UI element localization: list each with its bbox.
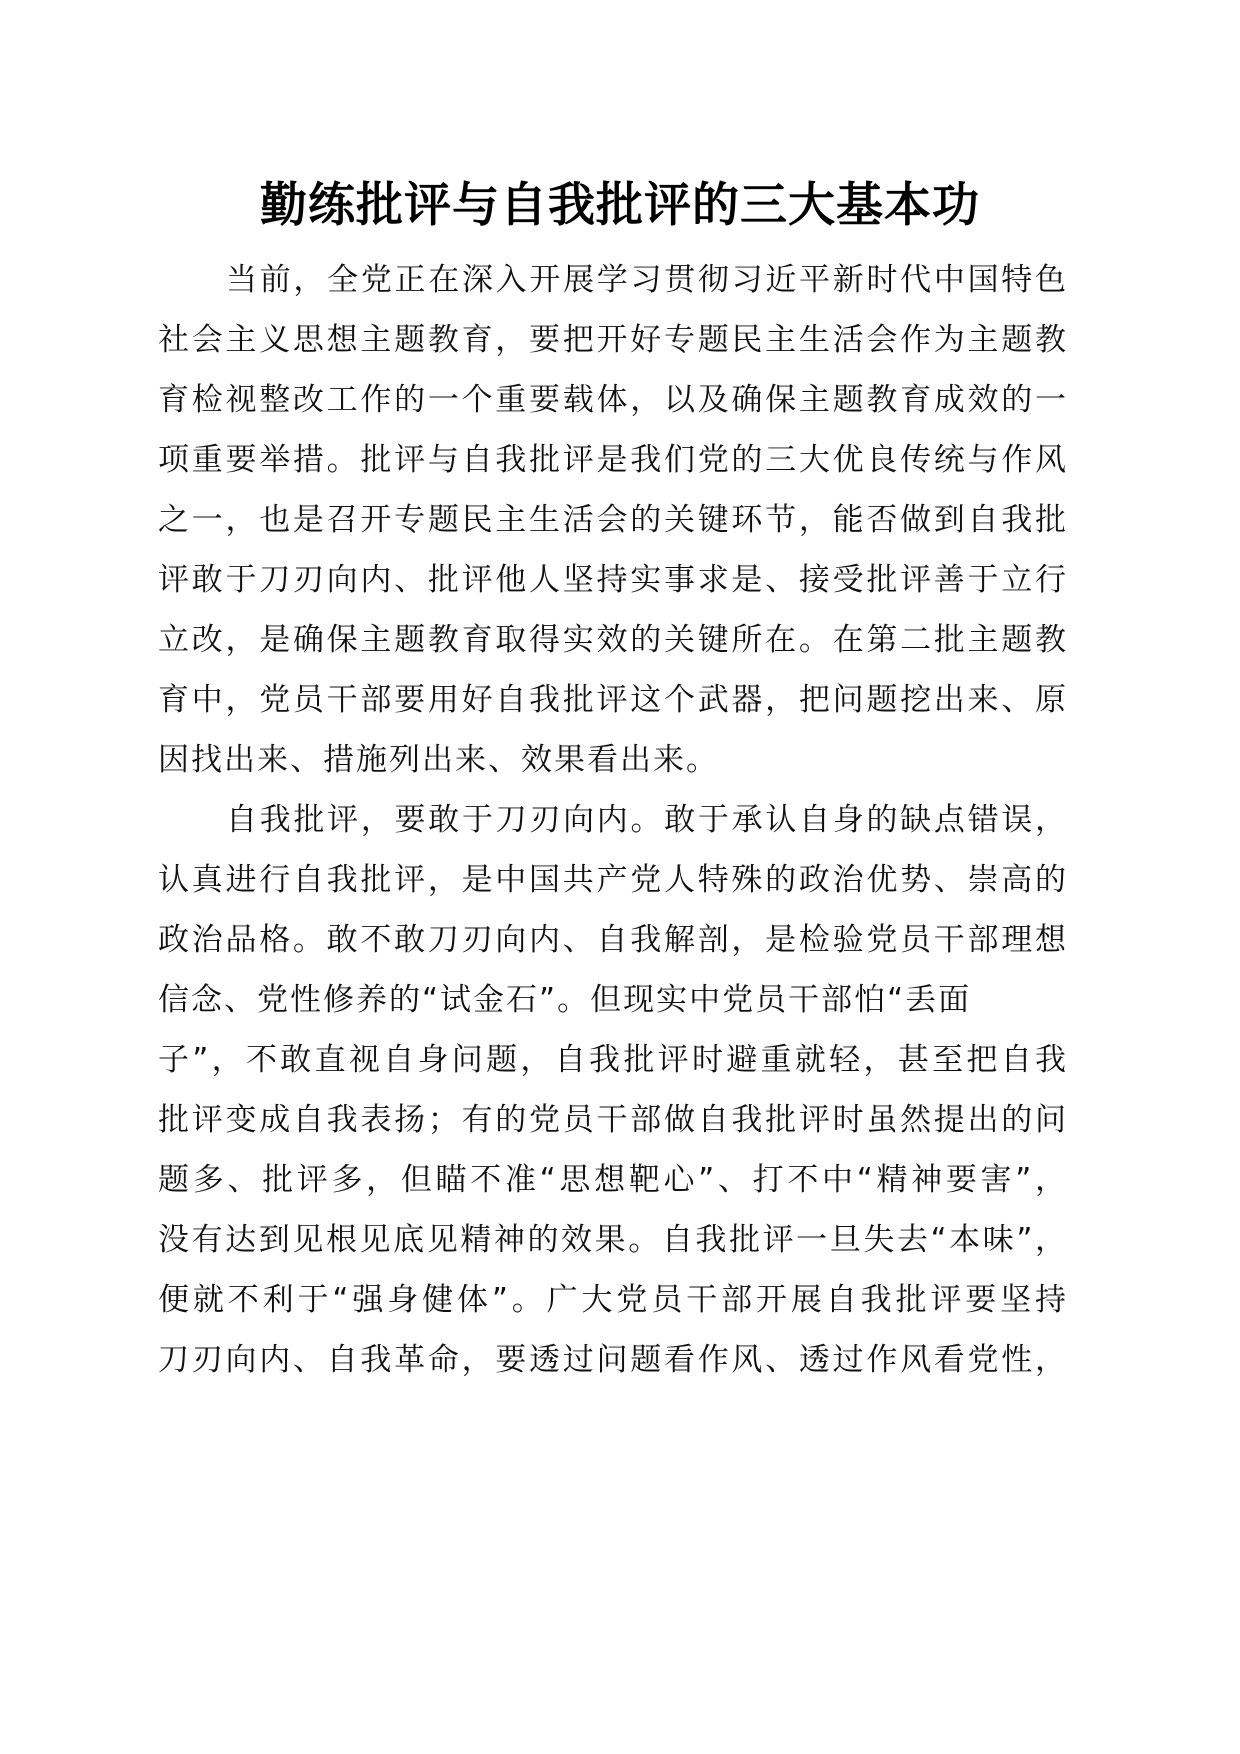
paragraph-2 — [158, 790, 1068, 1390]
paragraph-line: 题多、批评多，但瞄不准“思想靶心”、打不中“精神要害”， — [158, 1162, 1068, 1198]
paragraph-line: 当前，全党正在深入开展学习贯彻习近平新时代中国特色 — [226, 262, 1068, 298]
paragraph-line: 育检视整改工作的一个重要载体，以及确保主题教育成效的一 — [158, 382, 1068, 418]
paragraph-line: 育中，党员干部要用好自我批评这个武器，把问题挖出来、原 — [158, 682, 1068, 718]
paragraph-line: 因找出来、措施列出来、效果看出来。 — [158, 742, 719, 778]
paragraph-line: 自我批评，要敢于刀刃向内。敢于承认自身的缺点错误， — [226, 802, 1068, 838]
paragraph-line: 项重要举措。批评与自我批评是我们党的三大优良传统与作风 — [158, 442, 1068, 478]
paragraph-line: 评敢于刀刃向内、批评他人坚持实事求是、接受批评善于立行 — [158, 562, 1068, 598]
document-title: 勤练批评与自我批评的三大基本功 — [260, 178, 980, 233]
paragraph-line: 政治品格。敢不敢刀刃向内、自我解剖，是检验党员干部理想 — [158, 922, 1068, 958]
paragraph-line: 刀刃向内、自我革命，要透过问题看作风、透过作风看党性， — [158, 1342, 1068, 1378]
paragraph-line: 立改，是确保主题教育取得实效的关键所在。在第二批主题教 — [158, 622, 1068, 658]
paragraph-line: 之一，也是召开专题民主生活会的关键环节，能否做到自我批 — [158, 502, 1068, 538]
paragraph-line: 社会主义思想主题教育，要把开好专题民主生活会作为主题教 — [158, 322, 1068, 358]
paragraph-line: 便就不利于“强身健体”。广大党员干部开展自我批评要坚持 — [158, 1282, 1068, 1318]
paragraph-line: 批评变成自我表扬；有的党员干部做自我批评时虽然提出的问 — [158, 1102, 1068, 1138]
paragraph-line: 认真进行自我批评，是中国共产党人特殊的政治优势、崇高的 — [158, 862, 1068, 898]
paragraph-line: 子”，不敢直视自身问题，自我批评时避重就轻，甚至把自我 — [158, 1042, 1068, 1078]
document-body — [158, 250, 1068, 1390]
paragraph-line: 信念、党性修养的“试金石”。但现实中党员干部怕“丢面 — [158, 982, 972, 1018]
paragraph-line: 没有达到见根见底见精神的效果。自我批评一旦失去“本味”， — [158, 1222, 1068, 1258]
paragraph-1 — [158, 250, 1068, 790]
